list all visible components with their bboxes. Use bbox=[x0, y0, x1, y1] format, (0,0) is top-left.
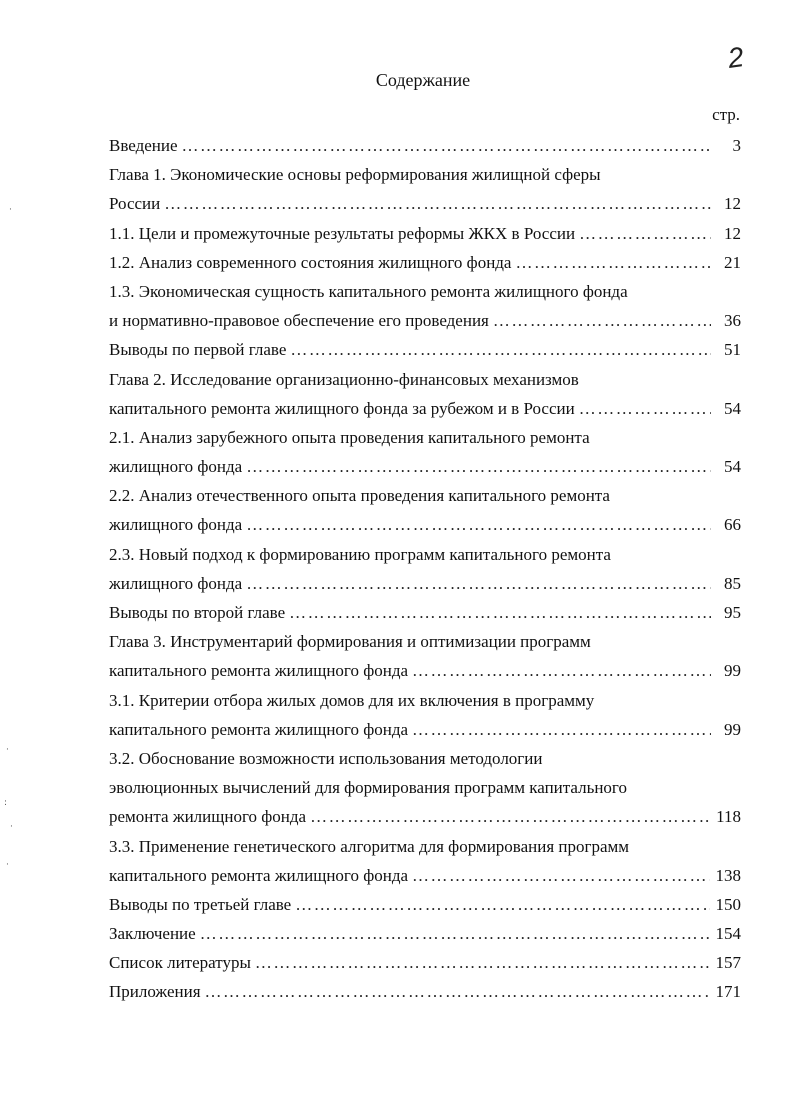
dot-leader bbox=[255, 948, 710, 977]
toc-page-number: 150 bbox=[715, 894, 741, 914]
toc-entry-text: Выводы по второй главе bbox=[109, 603, 286, 622]
toc-page-number: 99 bbox=[724, 661, 741, 681]
page-column-label: стр. bbox=[712, 105, 740, 124]
toc-page-number: 171 bbox=[715, 982, 741, 1002]
toc-page-number: 138 bbox=[715, 865, 741, 885]
toc-page-number: 54 bbox=[724, 398, 741, 418]
toc-line bbox=[109, 394, 741, 423]
toc-line bbox=[109, 131, 741, 160]
toc-entry-text: Глава 2. Исследование организационно-финансовых механизмов bbox=[109, 369, 579, 389]
toc-entry-text: 2.3. Новый подход к формированию программ капитального ремонта bbox=[109, 544, 611, 564]
toc-entry-text: России bbox=[109, 194, 161, 214]
toc-line bbox=[109, 832, 741, 861]
toc-entry-text: Список литературы bbox=[109, 953, 251, 973]
toc-entry-text: 2.1. Анализ зарубежного опыта проведения капитального ремонта bbox=[109, 427, 590, 447]
toc-entry-text: 3.2. Обоснование возможности использования методологии bbox=[109, 748, 543, 768]
toc-line bbox=[109, 306, 741, 335]
dot-leader bbox=[515, 248, 711, 277]
dot-leader bbox=[246, 452, 711, 481]
toc-entry-text: 2.2. Анализ отечественного опыта проведения капитального ремонта bbox=[109, 486, 610, 506]
dot-leader bbox=[412, 861, 709, 890]
toc-entry-text: Выводы по первой главе bbox=[109, 340, 287, 360]
toc-line bbox=[109, 423, 741, 452]
toc-page-number: 66 bbox=[724, 515, 741, 535]
scan-speck: · bbox=[6, 745, 9, 755]
toc-entry-text: 3.1. Критерии отбора жилых домов для их включения в программу bbox=[109, 690, 595, 710]
toc-line bbox=[109, 686, 741, 715]
toc-line bbox=[109, 744, 741, 773]
toc-line bbox=[109, 773, 741, 802]
toc-entry-text: Приложения bbox=[109, 982, 201, 1002]
dot-leader bbox=[310, 802, 710, 831]
toc-line bbox=[109, 919, 741, 948]
toc-line bbox=[109, 540, 741, 569]
toc-page-number: 21 bbox=[724, 252, 741, 272]
toc-entry-text: Глава 1. Экономические основы реформирования жилищной сферы bbox=[109, 165, 601, 185]
toc-line bbox=[109, 627, 741, 656]
toc-line bbox=[109, 977, 741, 1006]
toc-page-number: 51 bbox=[724, 340, 741, 360]
toc-page-number: 85 bbox=[724, 573, 741, 593]
toc-line bbox=[109, 656, 741, 685]
dot-leader bbox=[246, 569, 711, 598]
toc-entry-text: капитального ремонта жилищного фонда bbox=[109, 661, 409, 681]
dot-leader bbox=[182, 131, 711, 160]
toc-page-number: 154 bbox=[715, 924, 741, 944]
handwritten-page-number: 2 bbox=[725, 41, 746, 74]
toc-page-number: 99 bbox=[724, 719, 741, 739]
toc-page-number: 3 bbox=[732, 136, 741, 155]
toc-page-number: 157 bbox=[715, 953, 741, 973]
dot-leader bbox=[200, 919, 710, 948]
toc-entry-text: жилищного фонда bbox=[109, 515, 243, 535]
dot-leader bbox=[412, 656, 711, 685]
toc-line bbox=[109, 948, 741, 977]
toc-line bbox=[109, 452, 741, 481]
toc-line bbox=[109, 598, 741, 627]
dot-leader bbox=[205, 977, 710, 1006]
toc-entry-text: ремонта жилищного фонда bbox=[109, 807, 307, 827]
toc-line bbox=[109, 890, 741, 919]
dot-leader bbox=[295, 890, 709, 919]
toc-line bbox=[109, 277, 741, 306]
dot-leader bbox=[290, 335, 711, 364]
toc-page-number: 118 bbox=[716, 807, 741, 827]
toc-page-number: 12 bbox=[724, 223, 741, 243]
toc-line bbox=[109, 189, 741, 218]
toc-line bbox=[109, 160, 741, 189]
toc-page-number: 54 bbox=[724, 457, 741, 477]
dot-leader bbox=[579, 394, 711, 423]
toc-line bbox=[109, 510, 741, 539]
toc-line bbox=[109, 219, 741, 248]
toc-entry-text: 1.2. Анализ современного состояния жилищного фонда bbox=[109, 252, 512, 272]
scan-speck: · bbox=[6, 860, 9, 870]
dot-leader bbox=[246, 510, 711, 539]
toc-entry-text: и нормативно-правовое обеспечение его проведения bbox=[109, 311, 489, 331]
toc-entry-text: капитального ремонта жилищного фонда bbox=[109, 719, 409, 739]
scan-speck: : bbox=[4, 798, 8, 808]
toc-line bbox=[109, 715, 741, 744]
toc-entry-text: Выводы по третьей главе bbox=[109, 894, 292, 914]
dot-leader bbox=[164, 189, 711, 218]
toc-entry-text: Введение bbox=[109, 136, 178, 155]
dot-leader bbox=[289, 598, 711, 627]
dot-leader bbox=[579, 219, 711, 248]
toc-entry-text: 1.3. Экономическая сущность капитального ремонта жилищного фонда bbox=[109, 281, 628, 301]
table-of-contents bbox=[109, 131, 741, 1007]
toc-entry-text: капитального ремонта жилищного фонда за рубежом и в России bbox=[109, 398, 575, 418]
toc-line bbox=[109, 802, 741, 831]
toc-line bbox=[109, 481, 741, 510]
toc-entry-text: Заключение bbox=[109, 924, 196, 944]
scan-speck: · bbox=[9, 205, 12, 215]
toc-entry-text: Глава 3. Инструментарий формирования и оптимизации программ bbox=[109, 632, 591, 652]
toc-line bbox=[109, 335, 741, 364]
toc-line bbox=[109, 861, 741, 890]
page-title: Содержание bbox=[375, 70, 471, 90]
toc-entry-text: 3.3. Применение генетического алгоритма для формирования программ bbox=[109, 836, 630, 856]
dot-leader bbox=[412, 715, 711, 744]
toc-entry-text: жилищного фонда bbox=[109, 457, 243, 477]
dot-leader bbox=[493, 306, 711, 335]
toc-line bbox=[109, 569, 741, 598]
toc-page-number: 36 bbox=[724, 311, 741, 331]
toc-entry-text: капитального ремонта жилищного фонда bbox=[109, 865, 409, 885]
toc-entry-text: эволюционных вычислений для формирования программ капитального bbox=[109, 778, 627, 798]
scan-speck: · bbox=[10, 822, 13, 832]
toc-entry-text: 1.1. Цели и промежуточные результаты реформы ЖКХ в России bbox=[109, 223, 576, 243]
toc-page-number: 95 bbox=[724, 603, 741, 622]
toc-line bbox=[109, 365, 741, 394]
toc-page-number: 12 bbox=[724, 194, 741, 214]
toc-line bbox=[109, 248, 741, 277]
toc-entry-text: жилищного фонда bbox=[109, 573, 243, 593]
